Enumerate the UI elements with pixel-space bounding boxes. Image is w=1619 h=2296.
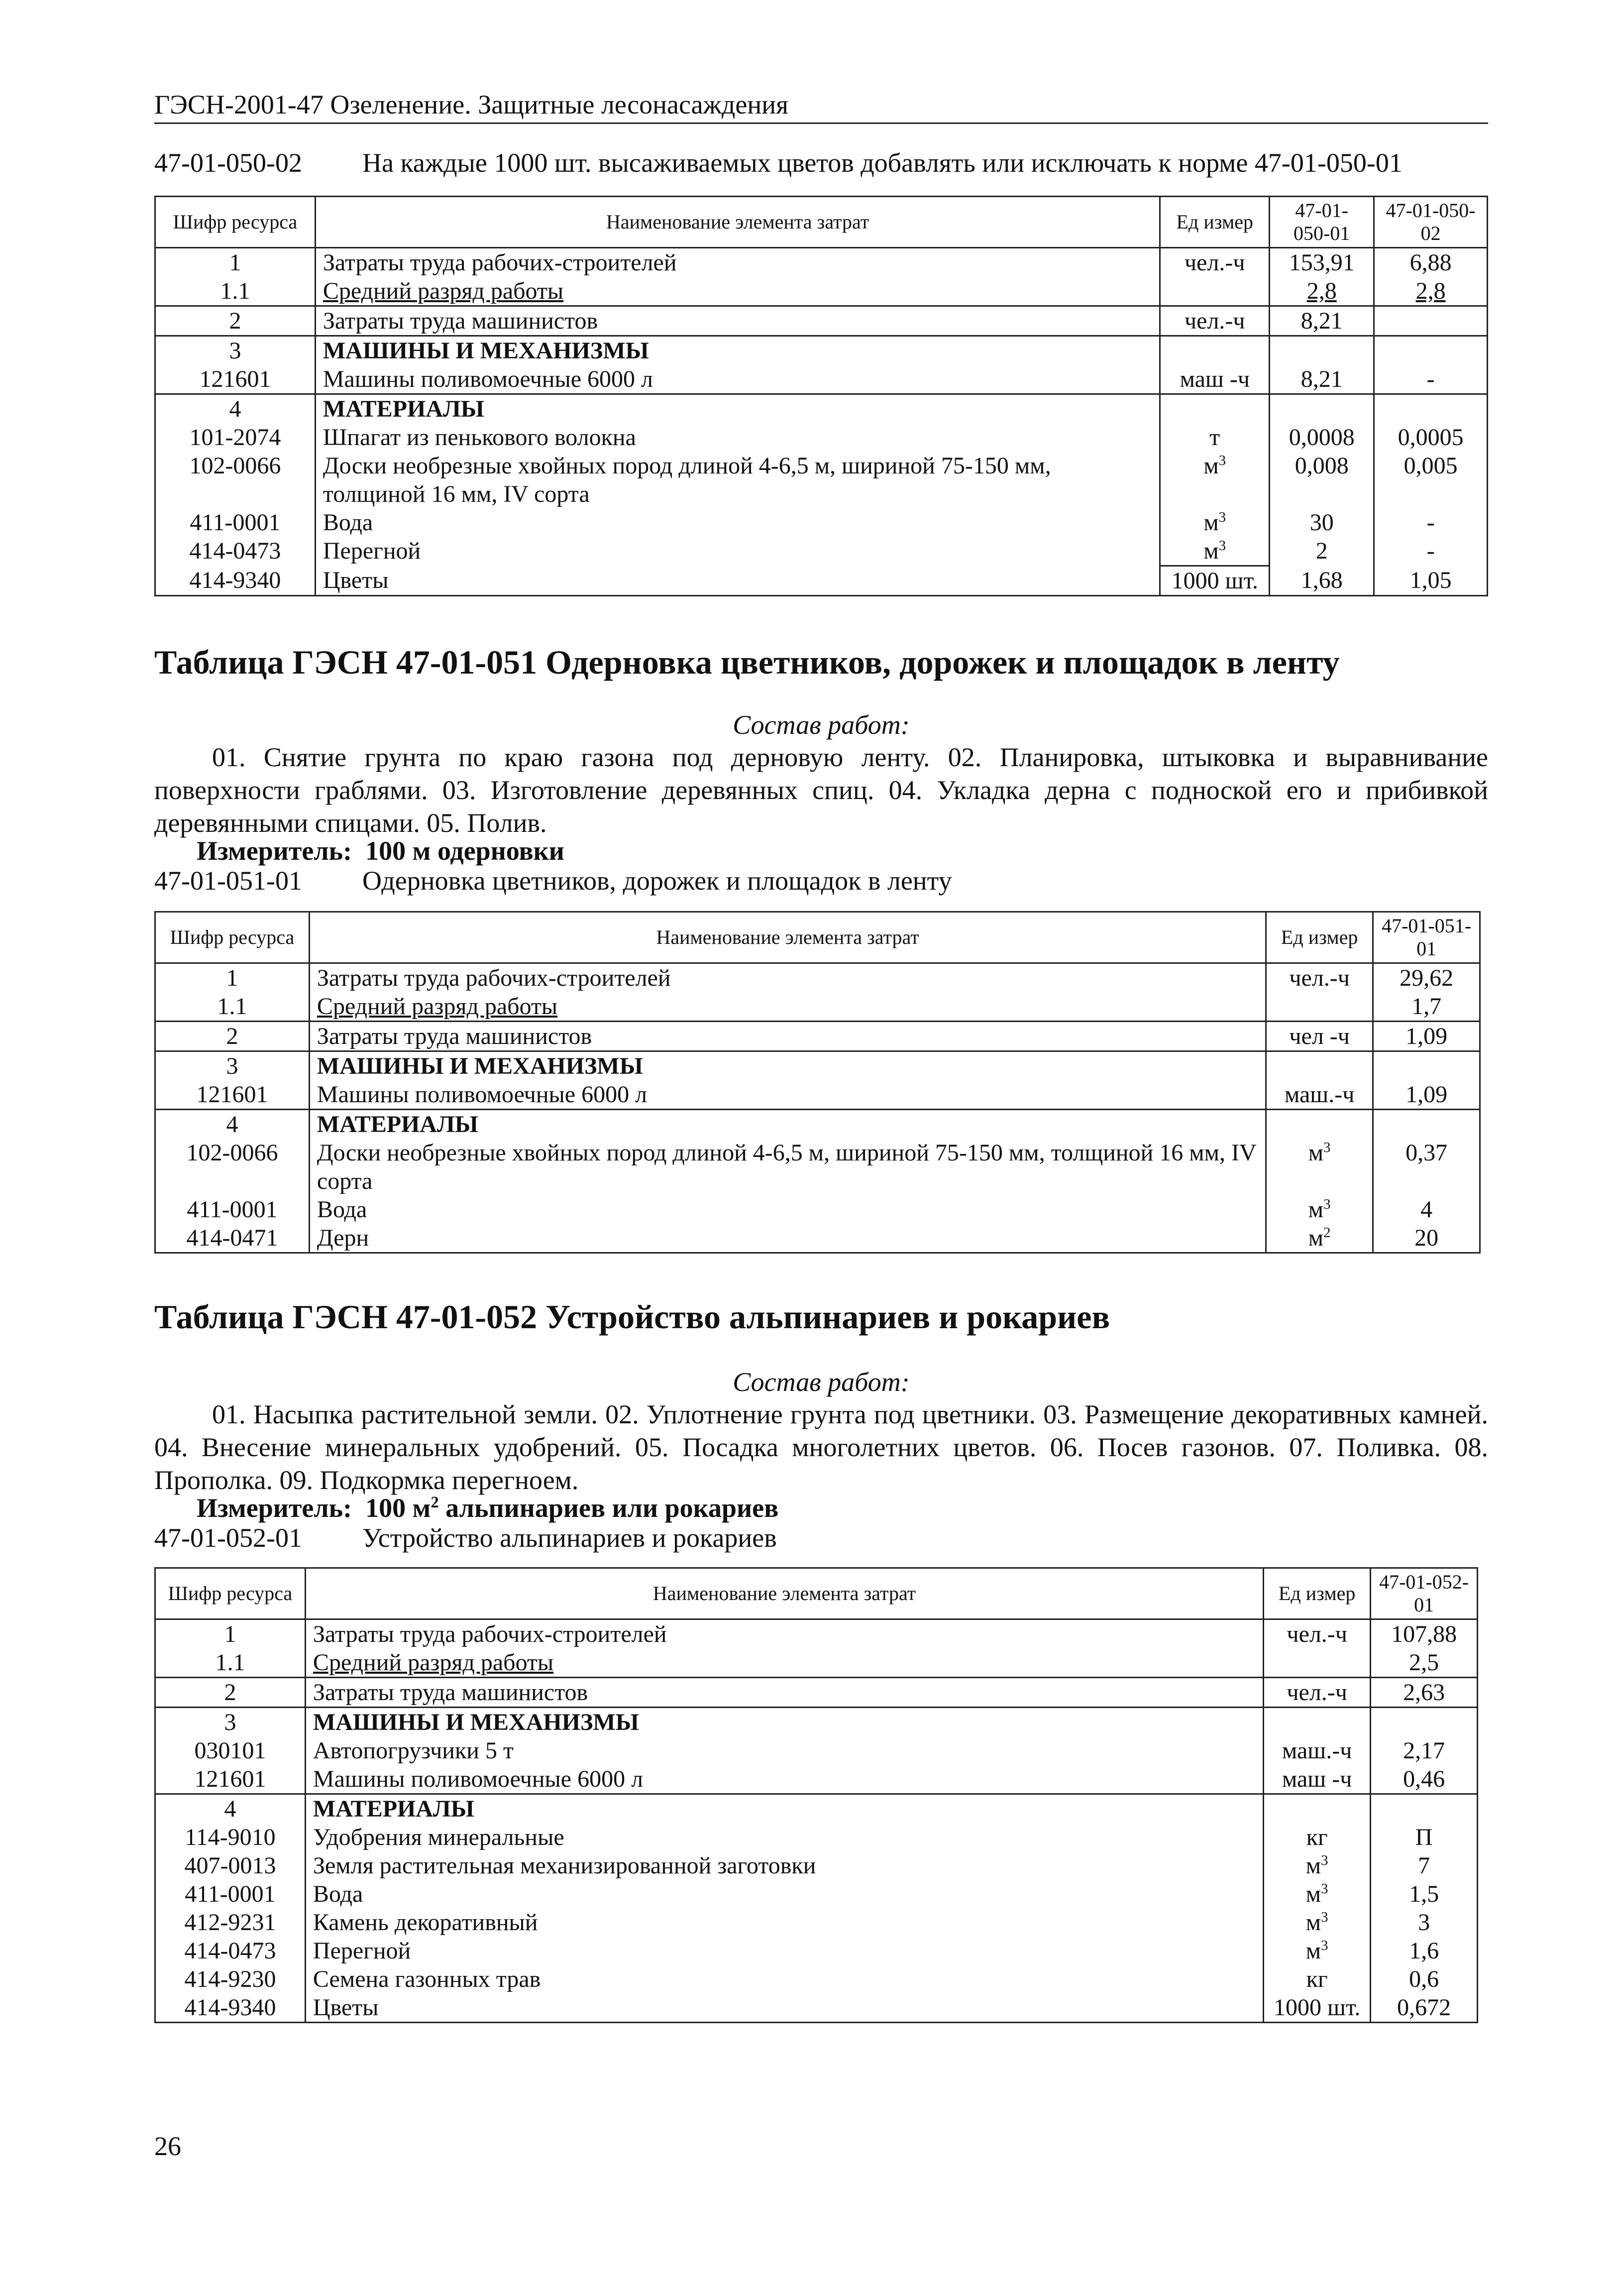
table-row: 412-9231 Камень декоративный $м^3$ 3 — [155, 1908, 1478, 1937]
cell-value: 1,5 — [1371, 1880, 1478, 1908]
norm-code: 47-01-052-01 — [154, 1523, 302, 1553]
col-header-norm: 47-01-051-01 — [1373, 912, 1480, 963]
cell-name: Средний разряд работы — [317, 993, 558, 1020]
norm-heading-050-02 — [154, 147, 1403, 178]
cell-value: 0,46 — [1371, 1765, 1478, 1794]
table-row: 411-0001 Вода $м^3$ 1,5 — [155, 1880, 1478, 1908]
cell-code: 414-9230 — [155, 1965, 306, 1993]
cell-code: 121601 — [155, 1080, 310, 1110]
cell-code: 4 — [155, 394, 316, 424]
table-row — [155, 1080, 1480, 1110]
cell-code: 2 — [155, 1678, 306, 1708]
table-row — [155, 306, 1488, 336]
cell-value: 0,672 — [1371, 1993, 1478, 2023]
table-row — [155, 1794, 1478, 1824]
cell-value: 30 — [1270, 508, 1374, 537]
col-header-norm-1: 47-01-050-01 — [1270, 197, 1374, 248]
cell-unit — [1266, 992, 1373, 1022]
cell-value: 0,008 — [1270, 452, 1374, 508]
cell-unit: кг — [1264, 1823, 1371, 1851]
col-header-code: Шифр ресурса — [155, 197, 316, 248]
cell-unit: маш -ч — [1160, 365, 1270, 394]
cell-unit: чел -ч — [1266, 1022, 1373, 1051]
cell-code: 121601 — [155, 365, 316, 394]
cell-code: 411-0001 — [155, 508, 316, 537]
composition-text: 01. Снятие грунта по краю газона под дерновую ленту. 02. Планировка, штыковка и выравнивание поверхности граблями. 03. Изготовление деревянных спиц. 04. Укладка дерна с подноской его и прибивкой деревянными спицами. 05. Полив. — [154, 742, 1488, 838]
norm-title: Одерновка цветников, дорожек и площадок в ленту — [362, 866, 952, 896]
norm-heading-052-01 — [154, 1522, 777, 1553]
norm-table-051 — [154, 911, 1481, 1254]
cell-code: 030101 — [155, 1736, 306, 1765]
cell-name: Перегной — [305, 1937, 1263, 1965]
cell-unit — [1264, 1648, 1371, 1678]
cell-name: Машины поливомоечные 6000 л — [309, 1080, 1266, 1110]
table-row: 407-0013 Земля растительная механизированной заготовки $м^3$ 7 — [155, 1851, 1478, 1880]
col-header-name: Наименование элемента затрат — [309, 912, 1266, 963]
cell-unit: м — [1203, 538, 1219, 564]
cell-code: 411-0001 — [155, 1880, 306, 1908]
table-row: 411-0001 Вода $м^3$ 30 - — [155, 508, 1488, 537]
table-row — [155, 394, 1488, 424]
table-row — [155, 566, 1488, 596]
cell-value: 0,0008 — [1270, 423, 1374, 452]
cell-code: 1.1 — [155, 992, 310, 1022]
composition-text: 01. Насыпка растительной земли. 02. Уплотнение грунта под цветники. 03. Размещение декоративных камней. 04. Внесение минеральных удобрений. 05. Посадка многолетних цветов. 06. Посев газонов. 07. Поливка. 08. Прополка. 09. Подкормка перегноем. — [154, 1399, 1488, 1495]
col-header-unit: Ед измер — [1264, 1568, 1371, 1619]
cell-unit: м — [1203, 509, 1219, 536]
cell-name: Цветы — [305, 1993, 1263, 2023]
cell-value: 1,7 — [1373, 992, 1480, 1022]
cell-unit — [1160, 277, 1270, 306]
cell-code: 102-0066 — [155, 452, 316, 508]
measure-line — [197, 835, 564, 866]
cell-code: 414-0471 — [155, 1224, 310, 1253]
cell-value: 1,6 — [1371, 1937, 1478, 1965]
cell-unit: м — [1305, 1938, 1321, 1964]
cell-unit: м — [1308, 1196, 1324, 1223]
norm-code: 47-01-050-02 — [154, 148, 302, 178]
cell-code: 1 — [155, 963, 310, 993]
table-row: 414-0473 Перегной $м^3$ 1,6 — [155, 1937, 1478, 1965]
cell-value: 3 — [1371, 1908, 1478, 1937]
cell-unit: чел.-ч — [1160, 248, 1270, 277]
cell-unit: чел.-ч — [1160, 306, 1270, 336]
measure-value: 100 м — [365, 1493, 431, 1523]
cell-value: 1,09 — [1373, 1080, 1480, 1110]
cell-value: 8,21 — [1270, 306, 1374, 336]
cell-value: 7 — [1371, 1851, 1478, 1880]
cell-name: Доски необрезные хвойных пород длиной 4-6,5 м, шириной 75-150 мм, толщиной 16 мм, IV сорта — [309, 1139, 1266, 1195]
norm-table-052 — [154, 1567, 1478, 2023]
cell-value: - — [1374, 365, 1488, 394]
cell-value: 20 — [1373, 1224, 1480, 1253]
table-row — [155, 963, 1480, 993]
cell-name: Семена газонных трав — [305, 1965, 1263, 1993]
cell-value: 107,88 — [1371, 1619, 1478, 1649]
table-row — [155, 336, 1488, 365]
table-row: 414-0473 Перегной $м^3$ 2 - — [155, 537, 1488, 566]
cell-unit: чел.-ч — [1266, 963, 1373, 993]
cell-name: Затраты труда машинистов — [309, 1022, 1266, 1051]
col-header-unit: Ед измер — [1266, 912, 1373, 963]
cell-value: - — [1374, 508, 1488, 537]
cell-unit: м — [1308, 1140, 1324, 1166]
norm-title: Устройство альпинариев и рокариев — [362, 1523, 777, 1553]
col-header-unit: Ед измер — [1160, 197, 1270, 248]
table-row — [155, 1765, 1478, 1794]
table-row: 102-0066 Доски необрезные хвойных пород длиной 4-6,5 м, шириной 75-150 мм, толщиной 16 мм, IV сорта $м^3$ 0,37 — [155, 1139, 1480, 1195]
cell-code: 407-0013 — [155, 1851, 306, 1880]
cell-unit: м — [1305, 1909, 1321, 1936]
cell-code: 3 — [155, 1051, 310, 1081]
cell-code: 4 — [155, 1794, 306, 1824]
table-row — [155, 1736, 1478, 1765]
cell-code: 414-9340 — [155, 1993, 306, 2023]
cell-name: Затраты труда рабочих-строителей — [309, 963, 1266, 993]
norm-code: 47-01-051-01 — [154, 866, 302, 896]
cell-name: Доски необрезные хвойных пород длиной 4-6,5 м, шириной 75-150 мм, толщиной 16 мм, IV сорта — [315, 452, 1160, 508]
table-row — [155, 277, 1488, 306]
cell-name: Перегной — [315, 537, 1160, 566]
cell-name: Дерн — [309, 1224, 1266, 1253]
cell-name: Земля растительная механизированной заготовки — [305, 1851, 1263, 1880]
cell-code: 121601 — [155, 1765, 306, 1794]
table-row — [155, 365, 1488, 394]
cell-unit: м — [1308, 1225, 1324, 1251]
col-header-norm-2: 47-01-050-02 — [1374, 197, 1488, 248]
table-row: 411-0001 Вода $м^3$ 4 — [155, 1195, 1480, 1224]
cell-value: 1,68 — [1270, 566, 1374, 596]
cell-value: 2,63 — [1371, 1678, 1478, 1708]
cell-unit: кг — [1264, 1965, 1371, 1993]
running-head: ГЭСН-2001-47 Озеленение. Защитные лесонасаждения — [154, 89, 1488, 124]
table-row — [155, 1993, 1478, 2023]
composition-heading: Состав работ: — [733, 1367, 910, 1397]
composition-heading: Состав работ: — [733, 710, 910, 740]
measure-value-tail: альпинариев или рокариев — [438, 1493, 779, 1523]
table-row — [155, 1708, 1478, 1737]
cell-code: 1.1 — [155, 1648, 306, 1678]
cell-name: Вода — [309, 1195, 1266, 1224]
norm-title: На каждые 1000 шт. высаживаемых цветов добавлять или исключать к норме 47-01-050-01 — [362, 148, 1403, 178]
table-row: 414-0471 Дерн $м^2$ 20 — [155, 1224, 1480, 1253]
cell-value: 153,91 — [1270, 248, 1374, 277]
col-header-code: Шифр ресурса — [155, 912, 310, 963]
table-title-052: Таблица ГЭСН 47-01-052 Устройство альпинариев и рокариев — [154, 1298, 1110, 1336]
cell-unit: м — [1203, 453, 1219, 479]
measure-label: Измеритель: — [197, 836, 352, 866]
cell-value: 29,62 — [1373, 963, 1480, 993]
col-header-name: Наименование элемента затрат — [305, 1568, 1263, 1619]
section-heading: МАТЕРИАЛЫ — [315, 394, 1160, 424]
cell-name: Удобрения минеральные — [305, 1823, 1263, 1851]
table-row — [155, 1619, 1478, 1649]
cell-name: Цветы — [315, 566, 1160, 596]
norm-table-050 — [154, 196, 1488, 596]
table-row: 102-0066 Доски необрезные хвойных пород длиной 4-6,5 м, шириной 75-150 мм, толщиной 16 мм, IV сорта $м^3$ 0,008 0,005 — [155, 452, 1488, 508]
cell-value: 1,05 — [1374, 566, 1488, 596]
cell-value: 0,6 — [1371, 1965, 1478, 1993]
cell-name: Затраты труда машинистов — [315, 306, 1160, 336]
cell-code: 2 — [155, 1022, 310, 1051]
cell-value: 2,8 — [1306, 278, 1337, 304]
cell-value: 0,0005 — [1374, 423, 1488, 452]
measure-value: 100 м одерновки — [365, 836, 564, 866]
measure-label: Измеритель: — [197, 1493, 352, 1523]
cell-value: П — [1371, 1823, 1478, 1851]
table-row — [155, 1823, 1478, 1851]
cell-name: Средний разряд работы — [323, 278, 564, 304]
table-title-051: Таблица ГЭСН 47-01-051 Одерновка цветников, дорожек и площадок в ленту — [154, 643, 1340, 681]
cell-name: Машины поливомоечные 6000 л — [315, 365, 1160, 394]
cell-unit: маш -ч — [1264, 1765, 1371, 1794]
cell-name: Автопогрузчики 5 т — [305, 1736, 1263, 1765]
cell-name: Вода — [305, 1880, 1263, 1908]
cell-unit: маш.-ч — [1266, 1080, 1373, 1110]
cell-name: Вода — [315, 508, 1160, 537]
section-heading: МАТЕРИАЛЫ — [309, 1110, 1266, 1139]
cell-code: 1.1 — [155, 277, 316, 306]
cell-name: Затраты труда рабочих-строителей — [315, 248, 1160, 277]
table-row — [155, 992, 1480, 1022]
cell-code: 414-9340 — [155, 566, 316, 596]
cell-name: Средний разряд работы — [313, 1649, 554, 1676]
cell-unit: м — [1305, 1881, 1321, 1907]
cell-code: 414-0473 — [155, 537, 316, 566]
col-header-code: Шифр ресурса — [155, 1568, 306, 1619]
cell-value: 0,005 — [1374, 452, 1488, 508]
table-row — [155, 1648, 1478, 1678]
cell-name: Затраты труда рабочих-строителей — [305, 1619, 1263, 1649]
measure-line: Измеритель: 100 $м^2$ альпинариев или рокариев — [197, 1493, 779, 1523]
cell-unit: чел.-ч — [1264, 1678, 1371, 1708]
cell-code: 101-2074 — [155, 423, 316, 452]
cell-value: 1,09 — [1373, 1022, 1480, 1051]
cell-code: 412-9231 — [155, 1908, 306, 1937]
cell-code: 2 — [155, 306, 316, 336]
cell-name: Камень декоративный — [305, 1908, 1263, 1937]
table-row — [155, 248, 1488, 277]
col-header-name: Наименование элемента затрат — [315, 197, 1160, 248]
table-row — [155, 1678, 1478, 1708]
table-row — [155, 1051, 1480, 1081]
page-number: 26 — [154, 2131, 181, 2161]
cell-code: 4 — [155, 1110, 310, 1139]
cell-code: 1 — [155, 1619, 306, 1649]
section-heading: МАШИНЫ И МЕХАНИЗМЫ — [309, 1051, 1266, 1081]
section-heading: МАТЕРИАЛЫ — [305, 1794, 1263, 1824]
table-row — [155, 423, 1488, 452]
section-heading: МАШИНЫ И МЕХАНИЗМЫ — [305, 1708, 1263, 1737]
cell-value: 8,21 — [1270, 365, 1374, 394]
cell-value: 2,8 — [1415, 278, 1446, 304]
cell-name: Затраты труда машинистов — [305, 1678, 1263, 1708]
cell-value: 2 — [1270, 537, 1374, 566]
cell-unit: т — [1160, 423, 1270, 452]
cell-code: 114-9010 — [155, 1823, 306, 1851]
table-row — [155, 1022, 1480, 1051]
norm-heading-051-01 — [154, 865, 952, 896]
cell-name: Машины поливомоечные 6000 л — [305, 1765, 1263, 1794]
cell-unit: м — [1305, 1852, 1321, 1879]
cell-value: 6,88 — [1374, 248, 1488, 277]
cell-unit: чел.-ч — [1264, 1619, 1371, 1649]
cell-name: Шпагат из пенькового волокна — [315, 423, 1160, 452]
cell-value: 2,17 — [1371, 1736, 1478, 1765]
cell-value — [1374, 306, 1488, 336]
cell-unit: маш.-ч — [1264, 1736, 1371, 1765]
cell-value: 2,5 — [1371, 1648, 1478, 1678]
table-row — [155, 1110, 1480, 1139]
cell-value: 0,37 — [1373, 1139, 1480, 1195]
cell-code: 3 — [155, 1708, 306, 1737]
cell-code: 3 — [155, 336, 316, 365]
cell-code: 1 — [155, 248, 316, 277]
col-header-norm: 47-01-052-01 — [1371, 1568, 1478, 1619]
cell-value: - — [1374, 537, 1488, 566]
cell-code: 414-0473 — [155, 1937, 306, 1965]
cell-unit: 1000 шт. — [1264, 1993, 1371, 2023]
cell-unit: 1000 шт. — [1160, 566, 1270, 596]
cell-value: 4 — [1373, 1195, 1480, 1224]
table-row — [155, 1965, 1478, 1993]
cell-code: 102-0066 — [155, 1139, 310, 1195]
cell-code: 411-0001 — [155, 1195, 310, 1224]
section-heading: МАШИНЫ И МЕХАНИЗМЫ — [315, 336, 1160, 365]
